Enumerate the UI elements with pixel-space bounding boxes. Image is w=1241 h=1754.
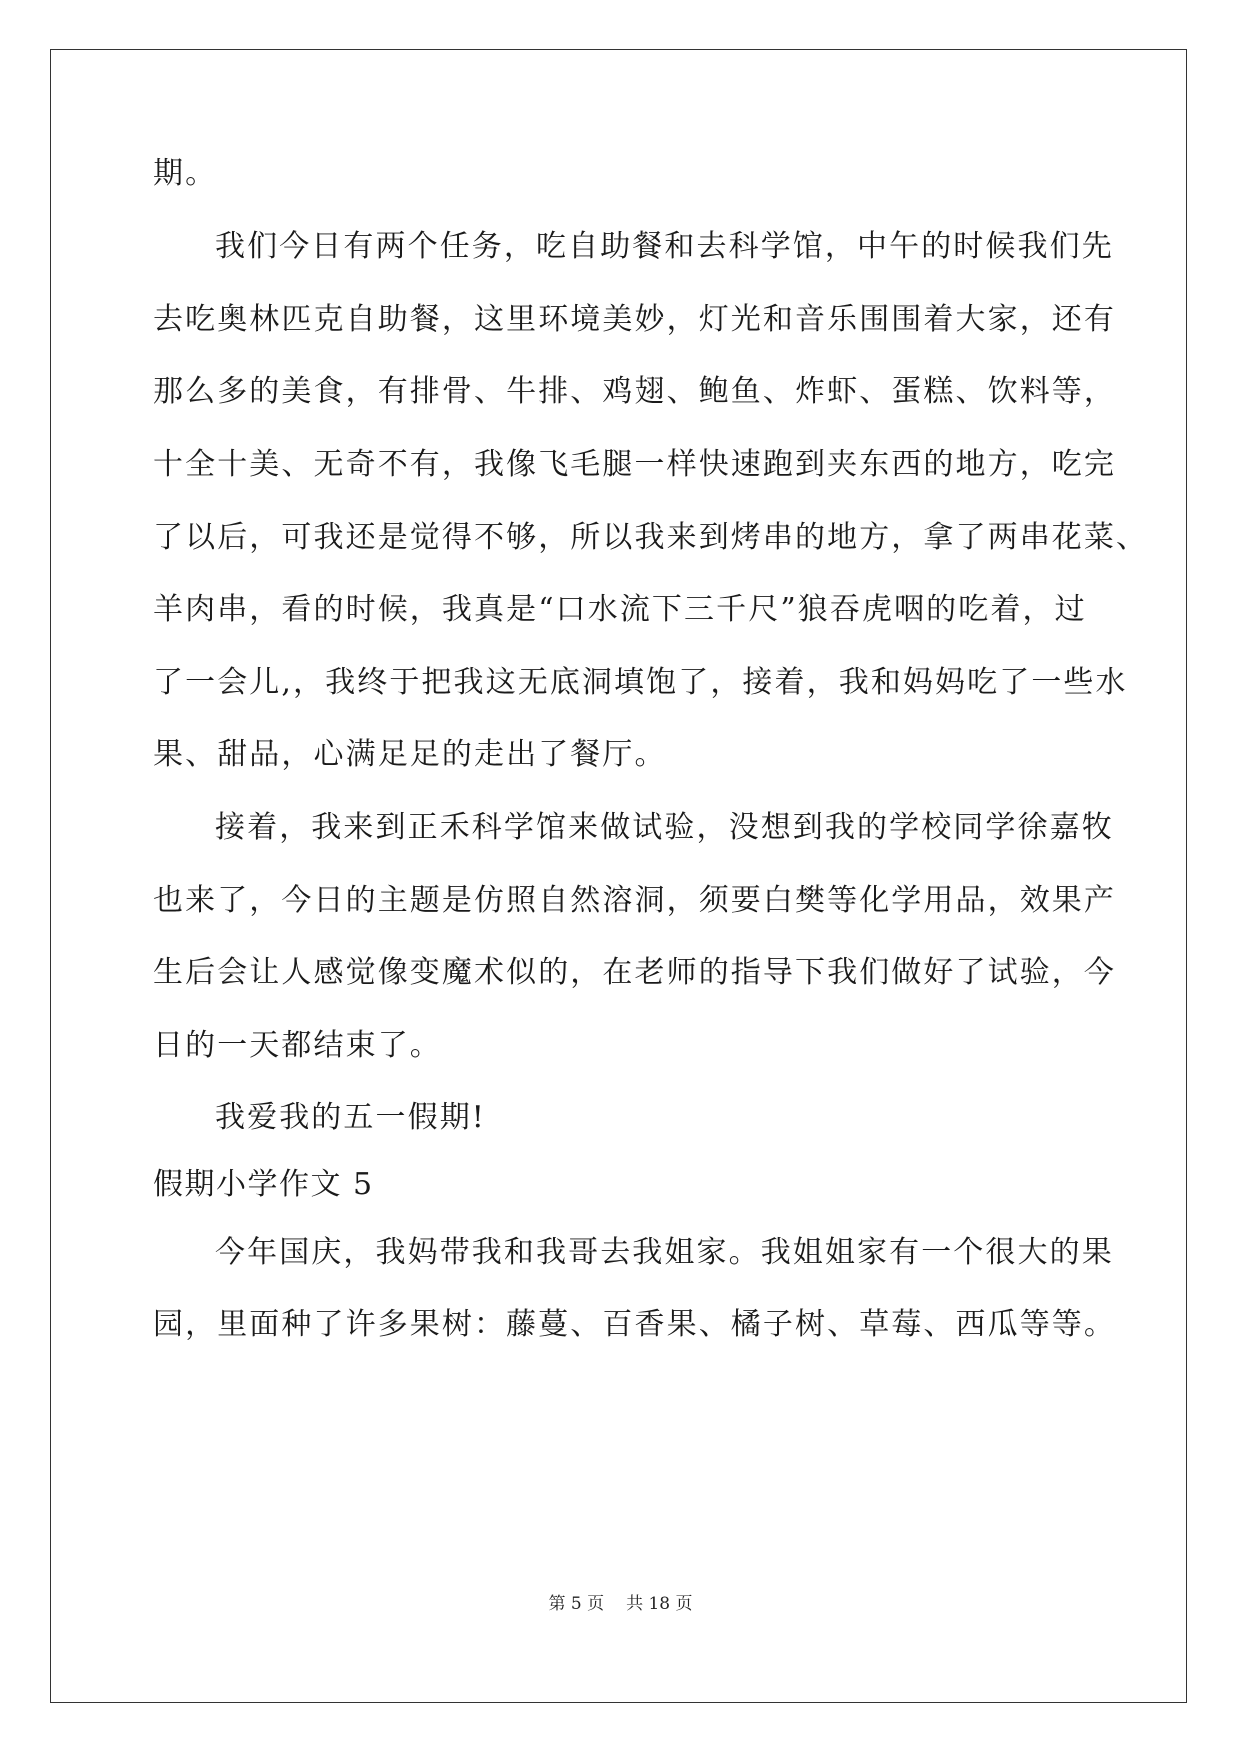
page-border <box>50 49 1187 1703</box>
text-line: 园，里面种了许多果树：藤蔓、百香果、橘子树、草莓、西瓜等等。 <box>153 1307 1116 1342</box>
text-line: 我爱我的五一假期! <box>215 1100 486 1135</box>
text-line: 果、甜品，心满足足的走出了餐厅。 <box>153 737 667 772</box>
text-line: 去吃奥林匹克自助餐，这里环境美妙，灯光和音乐围围着大家，还有 <box>153 302 1116 337</box>
page-number: 第 5 页 <box>548 1594 605 1614</box>
text-line: 也来了，今日的主题是仿照自然溶洞，须要白樊等化学用品，效果产 <box>153 883 1116 918</box>
text-line: 那么多的美食，有排骨、牛排、鸡翅、鲍鱼、炸虾、蛋糕、饮料等， <box>153 374 1116 409</box>
text-line: 了一会儿,，我终于把我这无底洞填饱了，接着，我和妈妈吃了一些水 <box>153 665 1128 700</box>
page-footer <box>0 1592 1241 1616</box>
text-line: 期。 <box>153 156 218 191</box>
text-line: 日的一天都结束了。 <box>153 1028 442 1063</box>
text-line: 羊肉串，看的时候，我真是“口水流下三千尺”狼吞虎咽的吃着，过 <box>153 592 1087 627</box>
text-line: 了以后，可我还是觉得不够，所以我来到烤串的地方，拿了两串花菜、 <box>153 520 1149 555</box>
text-line: 接着，我来到正禾科学馆来做试验，没想到我的学校同学徐嘉牧 <box>215 810 1114 845</box>
section-title: 假期小学作文 5 <box>153 1167 374 1202</box>
text-line: 生后会让人感觉像变魔术似的，在老师的指导下我们做好了试验，今 <box>153 955 1116 990</box>
page-total: 共 18 页 <box>626 1594 693 1614</box>
text-line: 十全十美、无奇不有，我像飞毛腿一样快速跑到夹东西的地方，吃完 <box>153 447 1116 482</box>
text-line: 今年国庆，我妈带我和我哥去我姐家。我姐姐家有一个很大的果 <box>215 1235 1114 1270</box>
text-line: 我们今日有两个任务，吃自助餐和去科学馆，中午的时候我们先 <box>215 229 1114 264</box>
